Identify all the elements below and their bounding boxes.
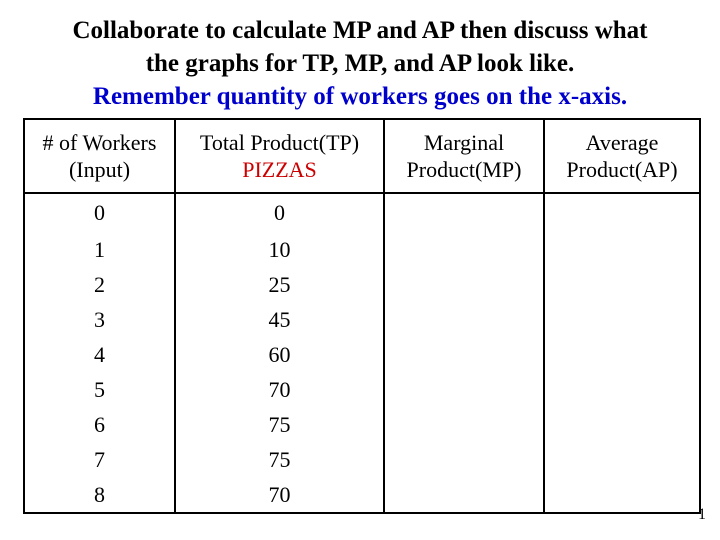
average-product-cell xyxy=(544,477,700,513)
marginal-product-cell xyxy=(384,232,544,267)
total-product-cell: 75 xyxy=(175,407,384,442)
header-workers-line-1: # of Workers xyxy=(42,130,157,155)
marginal-product-cell xyxy=(384,337,544,372)
table-row xyxy=(24,372,700,407)
average-product-cell xyxy=(544,267,700,302)
table-row xyxy=(24,232,700,267)
average-product-cell xyxy=(544,442,700,477)
header-mp-line-1: Marginal xyxy=(423,130,505,155)
table-row xyxy=(24,193,700,232)
page-number: 1 xyxy=(698,506,706,523)
average-product-cell xyxy=(544,302,700,337)
header-row xyxy=(24,119,700,193)
heading-line-1: Collaborate to calculate MP and AP then discuss what xyxy=(72,17,648,44)
workers-cell: 7 xyxy=(24,442,175,477)
slide-heading xyxy=(0,14,720,113)
header-total-product xyxy=(175,119,384,193)
marginal-product-cell xyxy=(384,477,544,513)
total-product-cell: 60 xyxy=(175,337,384,372)
workers-cell: 6 xyxy=(24,407,175,442)
workers-cell: 5 xyxy=(24,372,175,407)
total-product-cell: 75 xyxy=(175,442,384,477)
table-row xyxy=(24,302,700,337)
header-tp-line-1: Total Product(TP) xyxy=(199,130,360,155)
header-ap-line-1: Average xyxy=(585,130,659,155)
marginal-product-cell xyxy=(384,302,544,337)
table-row xyxy=(24,267,700,302)
header-marginal-product xyxy=(384,119,544,193)
table-row xyxy=(24,407,700,442)
workers-cell: 1 xyxy=(24,232,175,267)
production-table xyxy=(23,118,701,514)
total-product-cell: 25 xyxy=(175,267,384,302)
total-product-cell: 45 xyxy=(175,302,384,337)
heading-line-3: Remember quantity of workers goes on the x-axis. xyxy=(92,83,628,110)
table-row xyxy=(24,337,700,372)
total-product-cell: 70 xyxy=(175,372,384,407)
total-product-cell: 70 xyxy=(175,477,384,513)
header-ap-line-2: Product(AP) xyxy=(566,157,678,182)
total-product-cell: 0 xyxy=(175,193,384,232)
total-product-cell: 10 xyxy=(175,232,384,267)
header-workers xyxy=(24,119,175,193)
workers-cell: 3 xyxy=(24,302,175,337)
average-product-cell xyxy=(544,232,700,267)
heading-line-2: the graphs for TP, MP, and AP look like. xyxy=(145,50,575,77)
workers-cell: 0 xyxy=(24,193,175,232)
header-tp-pizzas: PIZZAS xyxy=(242,157,317,182)
header-workers-line-2: (Input) xyxy=(68,157,131,182)
average-product-cell xyxy=(544,372,700,407)
average-product-cell xyxy=(544,407,700,442)
average-product-cell xyxy=(544,337,700,372)
marginal-product-cell xyxy=(384,442,544,477)
table-row xyxy=(24,477,700,513)
workers-cell: 8 xyxy=(24,477,175,513)
workers-cell: 2 xyxy=(24,267,175,302)
marginal-product-cell xyxy=(384,372,544,407)
marginal-product-cell xyxy=(384,267,544,302)
header-mp-line-2: Product(MP) xyxy=(406,157,522,182)
workers-cell: 4 xyxy=(24,337,175,372)
marginal-product-cell xyxy=(384,193,544,232)
marginal-product-cell xyxy=(384,407,544,442)
header-average-product xyxy=(544,119,700,193)
table-row xyxy=(24,442,700,477)
average-product-cell xyxy=(544,193,700,232)
